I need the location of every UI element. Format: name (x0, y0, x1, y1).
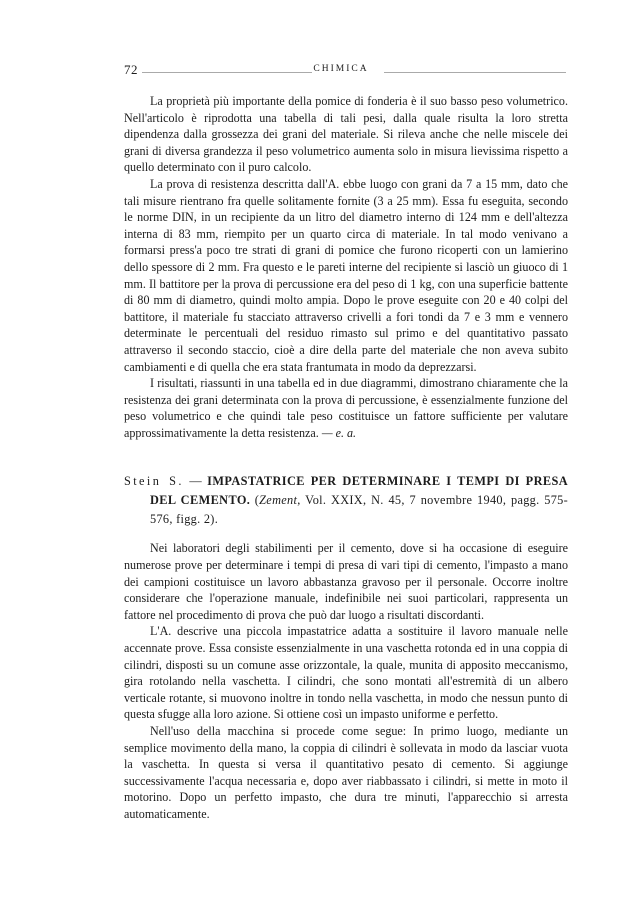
article2-source-details: , Vol. XXIX, N. 45, 7 novembre 1940, pagg. 575-576, figg. 2). (150, 493, 568, 527)
article2-heading (124, 472, 568, 529)
article2-paragraph-2: L'A. descrive una piccola impastatrice adatta a sostituire il lavoro manuale nelle accennate prove. Essa consiste essenzialmente in una vaschetta rotonda ed in una coppia di cilindri, disposti su un comune asse orizzontale, la quale, munita di apposito meccanismo, gira rotolando nella vaschetta. I cilindri, che sono montati all'estremità di un albero verticale rotante, si muovono inoltre in tondo nella vaschetta, in modo che nessun punto di questa sfugge alla loro azione. Si ottiene così un impasto uniforme e perfetto. (124, 624, 568, 722)
article1-paragraph-2: La prova di resistenza descritta dall'A. ebbe luogo con grani da 7 a 15 mm, dato che tali misure rientrano fra quelle solitamente fornite (3 a 25 mm). Essa fu eseguita, secondo le norme DIN, in un recipiente da un litro del diametro interno di 124 mm e dell'altezza interna di 83 mm, riempito per un quarto circa di materiale. In tal modo venivano a formarsi press'a poco tre strati di grani di pomice che furono ricoperti con un lamierino dello spessore di 2 mm. Fra questo e le pareti interne del recipiente si lasciò un giuoco di 1 mm. Il battitore per la prova di percussione era del peso di 1 kg, con una superficie battente di 80 mm di diametro, quindi molto ampia. Dopo le prove eseguite con 20 e 40 colpi del battitore, il materiale fu stacciato attraverso crivelli a fori tondi da 7 e 3 mm e vennero determinate le percentuali del residuo rimasto sul primo e del quantitativo passato attraverso il secondo staccio, cioè a dire della parte del materiale che non aveva subito cambiamenti e di quella che era stata frantumata in modo da deprezzarsi. (124, 176, 568, 374)
article2-paragraph-1: Nei laboratori degli stabilimenti per il cemento, dove si ha occasione di eseguire numerose prove per determinare i tempi di presa di vari tipi di cemento, l'impasto a mano dei campioni costituisce un lavoro abbastanza gravoso per il personale. Occorre inoltre considerare che l'operazione manuale, indefinibile nei suoi particolari, rappresenta un fattore nel procedimento di prova che può dar luogo a risultati discordanti. (124, 541, 568, 622)
page-number: 72 (124, 62, 138, 77)
article2-title: IMPASTATRICE PER DETERMINARE I TEMPI DI PRESA DEL CEMENTO. (150, 474, 568, 508)
article1-paragraph-3-text: I risultati, riassunti in una tabella ed in due diagrammi, dimostrano chiaramente che la resistenza dei grani determinata con la prova di percussione, è essenzialmente funzione del peso volumetrico e che quindi tale peso costituisce un fattore sufficiente per valutare approssimativamente la detta resistenza. (124, 376, 568, 440)
article2-journal: Zement (259, 493, 298, 508)
running-title: CHIMICA (313, 64, 369, 74)
article1-paragraph-1: La proprietà più importante della pomice di fonderia è il suo basso peso volumetrico. Nell'articolo è riprodotta una tabella di tali pesi, dalla quale risulta la loro stretta dipendenza dalla grossezza dei grani del materiale. Si rileva anche che nelle miscele dei grani di diversa grandezza il peso volumetrico aumenta solo in misura lievissima rispetto a quello determinato con il puro calcolo. (124, 94, 568, 175)
article2-source-open: ( (254, 493, 260, 508)
article2-author: Stein S. (124, 474, 184, 489)
article2-dash: — (183, 474, 208, 489)
header-rule-right (384, 72, 566, 73)
article1-signature: — e. a. (321, 425, 357, 440)
article1-paragraph-3 (124, 375, 568, 441)
running-header (116, 62, 566, 76)
article2-paragraph-3: Nell'uso della macchina si procede come segue: In primo luogo, mediante un semplice movimento della mano, la coppia di cilindri è sollevata in modo da lasciar vuota la vaschetta. In questa si versa il quantitativo pesato di cemento. Si aggiunge successivamente l'acqua necessaria e, dopo aver riabbassato i cilindri, si mette in moto il motorino. Dopo un perfetto impasto, che dura tre minuti, l'apparecchio si arresta automaticamente. (124, 724, 568, 821)
body-text (124, 93, 568, 823)
